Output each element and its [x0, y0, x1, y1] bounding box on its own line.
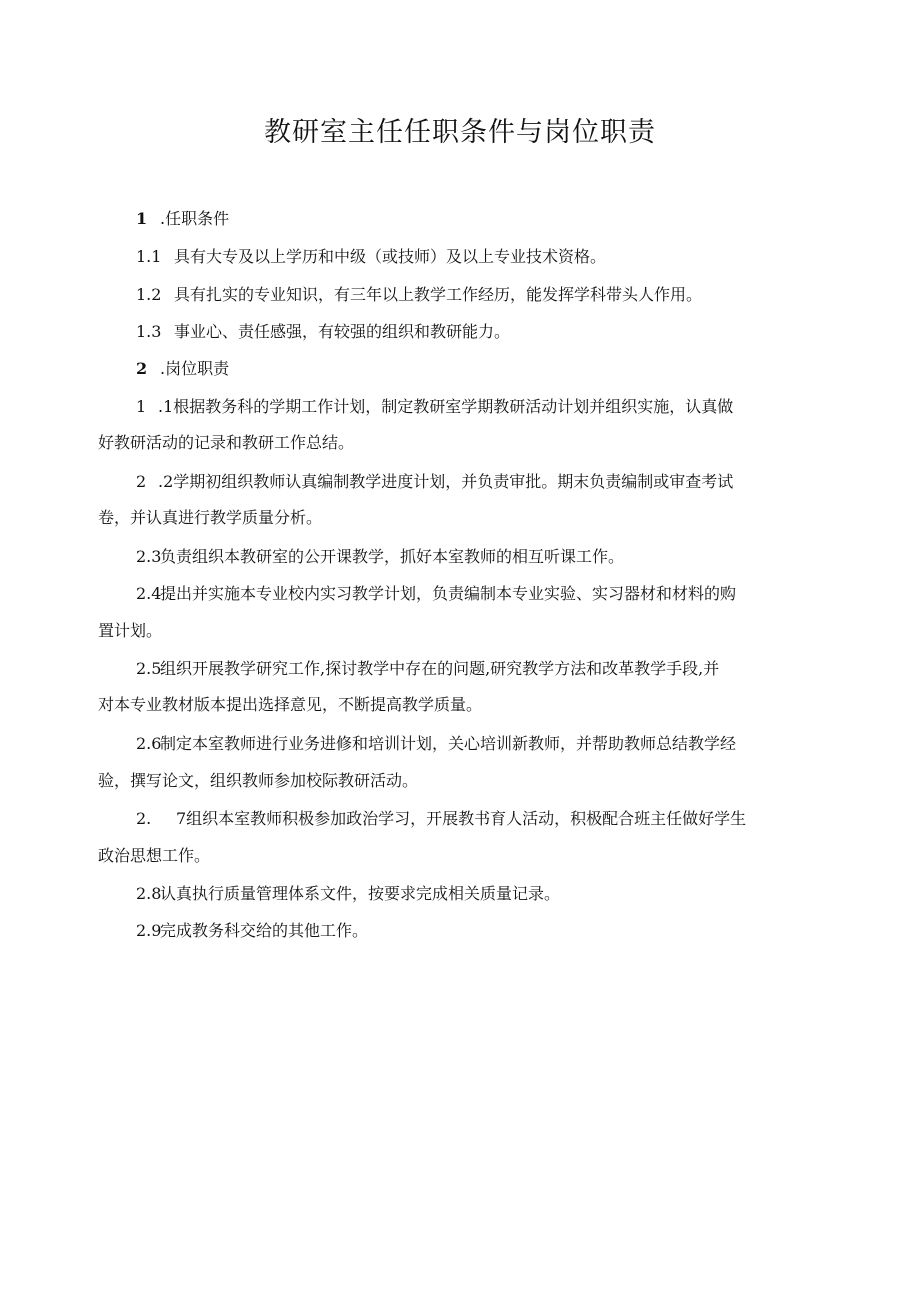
item-number: 2.6	[136, 734, 162, 753]
item-text-line-2: 好教研活动的记录和教研工作总结。	[98, 433, 355, 452]
section-1-heading	[136, 208, 229, 230]
list-item	[136, 733, 736, 755]
section-number: 1	[136, 209, 148, 228]
section-title: .任职条件	[160, 209, 230, 228]
list-item	[136, 920, 368, 942]
item-number: 2.4	[136, 584, 162, 603]
item-number: 2	[136, 472, 147, 491]
item-text-line-2: 政治思想工作。	[98, 846, 211, 865]
list-item	[136, 583, 736, 605]
section-2-heading	[136, 358, 229, 380]
item-number: 2.3	[136, 547, 162, 566]
item-text-line-1: .2学期初组织教师认真编制教学进度计划，并负责审批。期末负责编制或审查考试	[158, 472, 734, 491]
item-text-line-1: 提出并实施本专业校内实习教学计划，负责编制本专业实验、实习器材和材料的购	[160, 584, 737, 603]
item-text-line-1: 认真执行质量管理体系文件，按要求完成相关质量记录。	[160, 884, 561, 903]
list-item	[136, 321, 510, 343]
item-number: 1.2	[136, 285, 162, 304]
item-text-line-1: 完成教务科交给的其他工作。	[160, 921, 369, 940]
list-item	[136, 246, 606, 268]
item-number: 1	[136, 397, 147, 416]
item-text-line-1: 负责组织本教研室的公开课教学，抓好本室教师的相互听课工作。	[160, 547, 625, 566]
item-text-line-2: 验，撰写论文，组织教师参加校际教研活动。	[98, 771, 419, 790]
item-text: 事业心、责任感强，有较强的组织和教研能力。	[174, 322, 511, 341]
list-item	[136, 284, 702, 306]
section-number: 2	[136, 359, 148, 378]
item-text-line-1: 制定本室教师进行业务进修和培训计划，关心培训新教师，并帮助教师总结教学经	[160, 734, 737, 753]
item-number: 2.5	[136, 659, 162, 678]
item-text-line-2: 置计划。	[98, 621, 163, 640]
item-text: 具有大专及以上学历和中级（或技师）及以上专业技术资格。	[174, 247, 607, 266]
document-title: 教研室主任任职条件与岗位职责	[264, 117, 656, 148]
list-item	[136, 883, 560, 905]
list-item	[136, 658, 719, 680]
item-text-line-2: 卷，并认真进行教学质量分析。	[98, 508, 323, 527]
list-item	[136, 546, 624, 568]
list-item	[136, 396, 733, 418]
list-item	[136, 808, 746, 830]
list-item	[136, 471, 733, 493]
item-text-line-1: 组织开展教学研究工作,探讨教学中存在的问题,研究教学方法和改革教学手段,并	[160, 659, 720, 678]
item-text-line-2: 对本专业教材版本提出选择意见，不断提高教学质量。	[98, 695, 483, 714]
section-title: .岗位职责	[160, 359, 230, 378]
item-number: 1.1	[136, 247, 162, 266]
item-text-line-1: 7组织本室教师积极参加政治学习，开展教书育人活动，积极配合班主任做好学生	[176, 809, 747, 828]
item-number: 2.9	[136, 921, 162, 940]
item-text-line-1: .1根据教务科的学期工作计划，制定教研室学期教研活动计划并组织实施，认真做	[158, 397, 734, 416]
item-number: 2.	[136, 809, 152, 828]
item-text: 具有扎实的专业知识，有三年以上教学工作经历，能发挥学科带头人作用。	[174, 285, 703, 304]
item-number: 2.8	[136, 884, 162, 903]
item-number: 1.3	[136, 322, 162, 341]
